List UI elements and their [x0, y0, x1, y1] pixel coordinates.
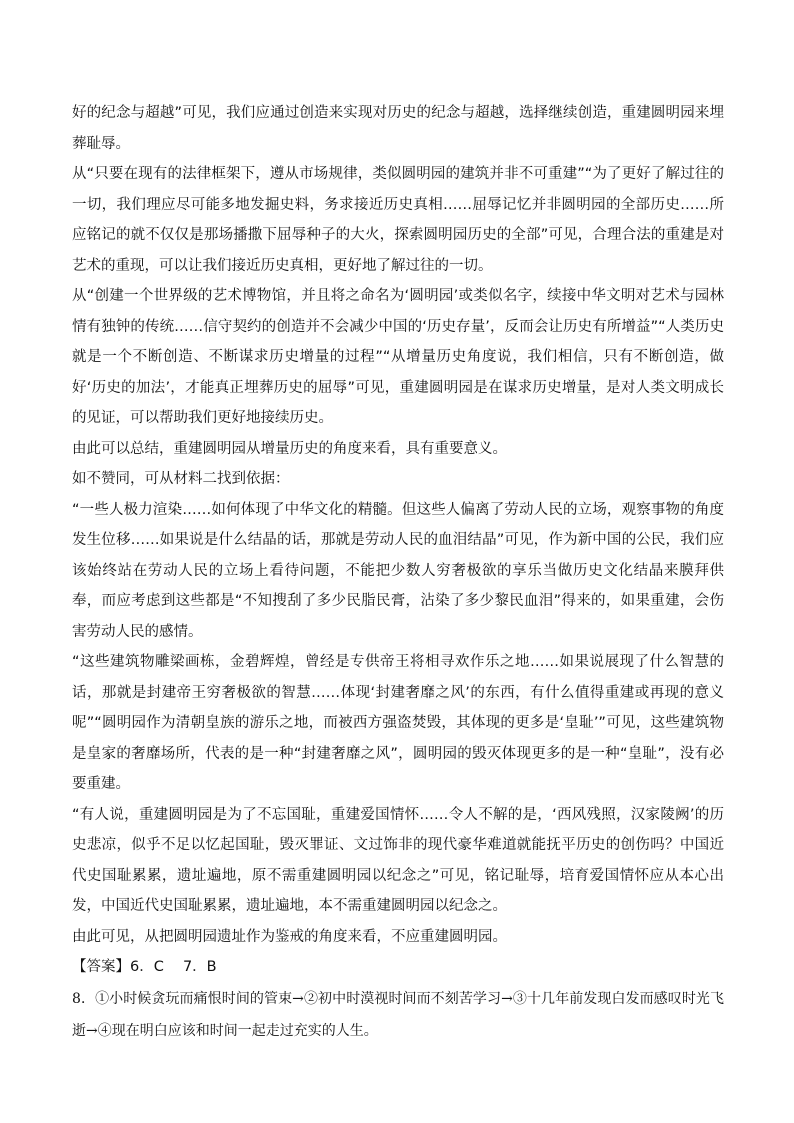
paragraph-5: 如不赞同，可从材料二找到依据：	[72, 471, 290, 487]
paragraph-9: 由此可见，从把圆明园遗址作为鉴戒的角度来看，不应重建圆明园。	[72, 928, 507, 945]
answer-line: 【答案】6．C 7．B	[72, 959, 217, 975]
paragraph-1: 好的纪念与超越”可见，我们应通过创造来实现对历史的纪念与超越，选择继续创造，重建圆明园来埋葬耻辱。	[72, 105, 724, 152]
paragraph-4: 由此可以总结，重建圆明园从增量历史的角度来看，具有重要意义。	[72, 440, 507, 457]
paragraph-8: “有人说，重建圆明园是为了不忘国耻，重建爱国情怀……令人不解的是，‘西风残照，汉家陵阙’的历史悲凉，似乎不足以忆起国耻，毁灭罪证、文过饰非的现代豪华难道就能抚平历史的创伤吗？中国近代史国耻累累，遗址遍地，原不需重建圆明园以纪念之”可见，铭记耻辱，培育爱国情怀应从本心出发，中国近代史国耻累累，遗址遍地，本不需重建圆明园以纪念之。	[72, 806, 724, 914]
paragraph-7: “这些建筑物雕梁画栋，金碧辉煌，曾经是专供帝王将相寻欢作乐之地……如果说展现了什么智慧的话，那就是封建帝王穷奢极欲的智慧……体现‘封建奢靡之风’的东西，有什么值得重建或再现的意义呢”“圆明园作为清朝皇族的游乐之地，而被西方强盗焚毁，其体现的更多是‘皇耻’”可见，这些建筑物是皇家的奢靡场所，代表的是一种“封建奢靡之风”，圆明园的毁灭体现更多的是一种“皇耻”，没有必要重建。	[72, 654, 724, 792]
paragraph-3: 从“创建一个世界级的艺术博物馆，并且将之命名为‘圆明园’或类似名字，续接中华文明对艺术与园林情有独钟的传统……信守契约的创造并不会减少中国的‘历史存量’，反而会让历史有所增益”“人类历史就是一个不断创造、不断谋求历史增量的过程”“从增量历史角度说，我们相信，只有不断创造，做好‘历史的加法’，才能真正埋葬历史的屈辱”可见，重建圆明园是在谋求历史增量，是对人类文明成长的见证，可以帮助我们更好地接续历史。	[72, 288, 724, 426]
paragraph-6: “一些人极力渲染……如何体现了中华文化的精髓。但这些人偏离了劳动人民的立场，观察事物的角度发生位移……如果说是什么结晶的话，那就是劳动人民的血泪结晶”可见，作为新中国的公民，我们应该始终站在劳动人民的立场上看待问题，不能把少数人穷奢极欲的享乐当做历史文化结晶来膜拜供奉，而应考虑到这些都是“不知搜刮了多少民脂民膏，沾染了多少黎民血泪”得来的，如果重建，会伤害劳动人民的感情。	[72, 501, 724, 640]
document-body	[72, 98, 724, 1047]
paragraph-2: 从“只要在现有的法律框架下，遵从市场规律，类似圆明园的建筑并非不可重建”“为了更好了解过往的一切，我们理应尽可能多地发掘史料，务求接近历史真相……屈辱记忆并非圆明园的全部历史……所应铭记的就不仅仅是那场播撒下屈辱种子的大火，探索圆明园历史的全部”可见，合理合法的重建是对艺术的重现，可以让我们接近历史真相，更好地了解过往的一切。	[72, 166, 724, 274]
question-8: 8．①小时候贪玩而痛恨时间的管束→②初中时漠视时间而不刻苦学习→③十几年前发现白发而感叹时光飞逝→④现在明白应该和时间一起走过充实的人生。	[72, 990, 724, 1039]
